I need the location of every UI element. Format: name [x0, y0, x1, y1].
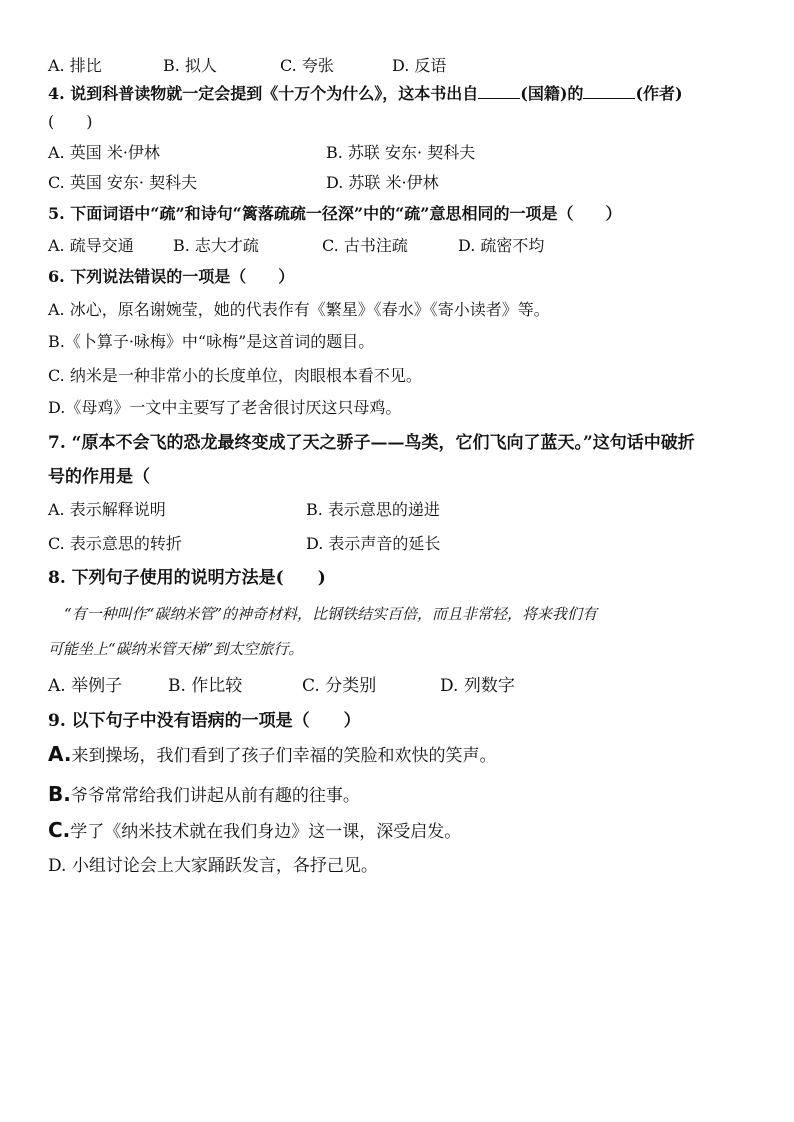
q4-option-a: A. 英国 米·伊林	[48, 143, 160, 162]
q9-option-c-text: 学了《纳米技术就在我们身边》这一课，深受启发。	[70, 822, 462, 842]
q9-stem: 9. 以下句子中没有语病的一项是（ ）	[48, 711, 361, 731]
q8-passage-line1: “有一种叫作“碳纳米管”的神奇材料，比钢铁结实百倍，而且非常轻，将来我们有	[64, 605, 598, 623]
q6-option-b: B.《卜算子·咏梅》中“咏梅”是这首词的题目。	[48, 332, 375, 351]
q7-stem-line1: 7. “原本不会飞的恐龙最终变成了天之骄子——鸟类，它们飞向了蓝天。”这句话中破折	[48, 433, 695, 453]
q9-option-c	[48, 820, 461, 842]
q9-option-a-letter: A.	[48, 742, 72, 766]
q8-stem: 8. 下列句子使用的说明方法是( )	[48, 568, 326, 588]
q6-option-d: D.《母鸡》一文中主要写了老舍很讨厌这只母鸡。	[48, 398, 402, 417]
q4-answer-paren: ( )	[48, 112, 93, 131]
q3-option-b: B. 拟人	[163, 56, 217, 75]
q6-option-a: A. 冰心，原名谢婉莹，她的代表作有《繁星》《春水》《寄小读者》等。	[48, 300, 550, 319]
q5-option-b: B. 志大才疏	[173, 236, 259, 255]
q5-option-a: A. 疏导交通	[48, 236, 134, 255]
q7-stem-line2: 号的作用是（	[48, 467, 150, 487]
q7-option-b: B. 表示意思的递进	[306, 500, 440, 519]
q4-blank-author	[583, 84, 635, 99]
q9-option-a-text: 来到操场，我们看到了孩子们幸福的笑脸和欢快的笑声。	[71, 746, 497, 766]
q9-option-a	[48, 744, 496, 766]
q4-blank-nationality	[478, 84, 520, 99]
q4-option-c: C. 英国 安东· 契科夫	[48, 173, 198, 192]
q8-option-c: C. 分类别	[302, 676, 377, 696]
q5-option-c: C. 古书注疏	[322, 236, 408, 255]
q6-option-c: C. 纳米是一种非常小的长度单位，肉眼根本看不见。	[48, 366, 422, 385]
q6-stem: 6. 下列说法错误的一项是（ ）	[48, 267, 295, 286]
q9-option-d: D. 小组讨论会上大家踊跃发言，各抒己见。	[48, 856, 378, 876]
q5-option-d: D. 疏密不均	[458, 236, 545, 255]
q3-option-a: A. 排比	[48, 56, 102, 75]
q4-option-d: D. 苏联 米·伊林	[326, 173, 439, 192]
q4-stem	[48, 84, 683, 104]
q8-option-a: A. 举例子	[48, 676, 123, 696]
q7-option-c: C. 表示意思的转折	[48, 534, 182, 553]
q4-stem-part1: 4. 说到科普读物就一定会提到《十万个为什么》，这本书出自	[48, 84, 479, 103]
q9-option-c-letter: C.	[48, 818, 71, 842]
q9-option-b-letter: B.	[48, 782, 71, 806]
q4-stem-part3: (作者)	[635, 84, 683, 103]
q3-option-c: C. 夸张	[280, 56, 334, 75]
q8-option-b: B. 作比较	[168, 676, 243, 696]
q5-stem: 5. 下面词语中“疏”和诗句“篱落疏疏一径深”中的“疏”意思相同的一项是（ ）	[48, 204, 622, 223]
q4-stem-part2: (国籍)的	[520, 84, 584, 103]
q9-option-b	[48, 784, 360, 806]
q9-option-b-text: 爷爷常常给我们讲起从前有趣的往事。	[70, 786, 360, 806]
q7-option-a: A. 表示解释说明	[48, 500, 166, 519]
q3-option-d: D. 反语	[392, 56, 447, 75]
q4-option-b: B. 苏联 安东· 契科夫	[326, 143, 476, 162]
q8-passage-line2: 可能坐上“碳纳米管天梯”到太空旅行。	[48, 640, 304, 658]
q8-option-d: D. 列数字	[440, 676, 515, 696]
q7-option-d: D. 表示声音的延长	[306, 534, 441, 553]
